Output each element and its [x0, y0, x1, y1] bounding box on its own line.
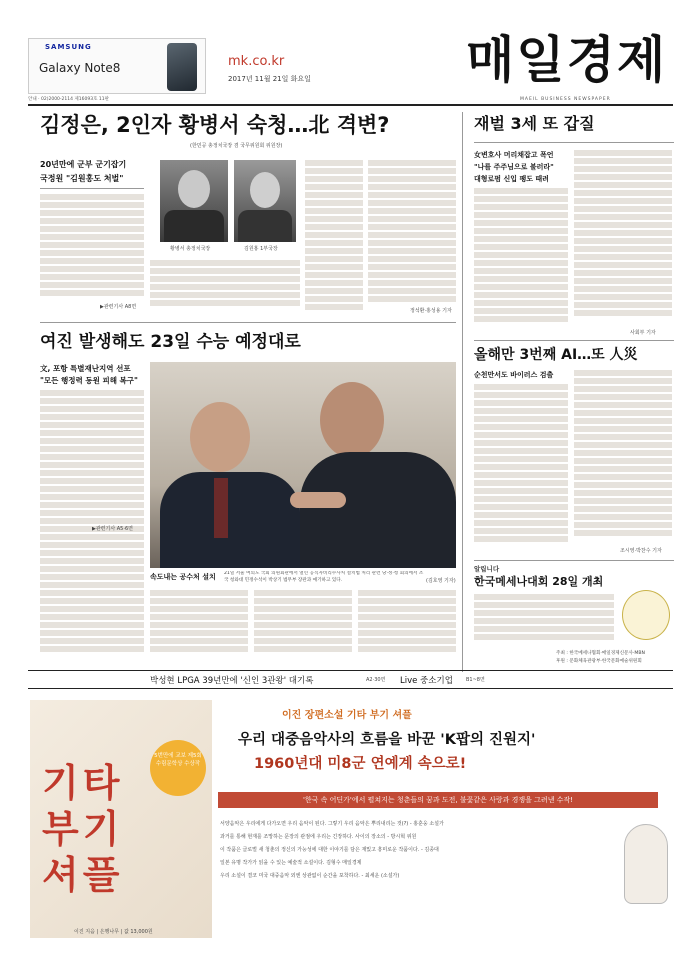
divider	[474, 560, 674, 561]
photo-caption: 21일 서울 여의도 국회 의원회관에서 열린 공직자비리수사처 설치법 처리 관련 당·정·청 회의에서 조국 청와대 민정수석이 박상기 법무부 장관과 얘기하고 있다.	[224, 571, 424, 583]
lead-reporter: 정석환·홍성용 기자	[410, 308, 452, 314]
lead-body-col1	[40, 194, 144, 302]
ad-bullets	[220, 818, 620, 883]
side1-reporter: 사회부 기자	[630, 330, 656, 336]
side1-sub2: 대형로펌 신입 팽도 때려	[474, 175, 549, 183]
lead-body-col2	[150, 260, 300, 316]
lead-credit: (한민공 총정치국장 겸 국무위원회 위원장)	[190, 143, 283, 149]
footer-rule	[28, 670, 673, 671]
lead2-headline[interactable]: 여진 발생해도 23일 수능 예정대로	[40, 332, 301, 352]
lead-body-col4	[368, 160, 456, 308]
footer-page1: A2·30면	[366, 677, 386, 683]
portrait-hwang	[160, 160, 228, 242]
site-url[interactable]: mk.co.kr	[228, 54, 285, 69]
book-author-line: 이진 지음 | 은행나무 | 값 13,000원	[74, 929, 153, 935]
masthead-rule	[28, 104, 673, 106]
lead2-body-col4	[358, 590, 456, 660]
side2-headline[interactable]: 올해만 3번째 AI…또 人災	[474, 347, 638, 363]
lead-body-col3	[305, 160, 363, 316]
notice-sponsor: 후원 : 문화체육관광부·한국문화예술위원회	[556, 659, 642, 664]
book-ad[interactable]	[28, 694, 673, 944]
column-rule-right	[462, 112, 463, 672]
ad-bullet: 서양음악은 우리에게 다가오면 우리 음악이 된다. 그렇기 우리 음악은 뿌리내리는 것(?) - 홍훈웅 소설가	[220, 821, 444, 827]
notice-body	[474, 594, 614, 648]
side2-body-col2	[574, 370, 672, 544]
photo-caption-hwang: 황병서 총정치국장	[170, 246, 211, 252]
samsung-logo: SAMSUNG	[45, 43, 92, 51]
ad-bullet: 우리 소설이 결코 미국 대중음악 외엔 상관없이 순간을 포착하다. - 최세운 (소설가)	[220, 873, 400, 879]
photo-caption-kim: 김원홍 1부국장	[244, 246, 278, 252]
masthead-title: 매일경제	[466, 31, 668, 89]
book-cover	[30, 700, 212, 938]
footer-item1[interactable]: 박성현 LPGA 39년만에 '신인 3관왕' 대기록	[150, 676, 314, 686]
top-ad[interactable]	[28, 38, 206, 94]
divider	[474, 340, 674, 341]
ad-quote: '한국 속 어딘가'에서 펼쳐지는 청춘들의 꿈과 도전, 불꽃같은 사랑과 경쟁을 그려낸 수작!	[218, 792, 658, 808]
side2-reporter: 조시영·박찬수 기자	[620, 548, 662, 554]
ad-bullet: 일본 유명 작가가 읽을 수 있는 예술적 소설이다. 김형수 매일경제	[220, 860, 362, 866]
notice-label: 알립니다	[474, 565, 500, 573]
photo-credit: (김호영 기자)	[426, 578, 456, 584]
lead2-subhead: "모든 행정력 동원 피해 복구"	[40, 376, 138, 385]
side1-body-col1	[474, 188, 568, 328]
lead2-body-col1	[40, 390, 144, 660]
lead-subhead: 국정원 "김원홍도 처벌"	[40, 174, 124, 183]
lead2-kicker: 文, 포항 특별재난지역 선포	[40, 364, 131, 373]
side2-kicker: 순천만서도 바이러스 검출	[474, 371, 554, 379]
lead-kicker: 20년만에 군부 군기잡기	[40, 160, 127, 169]
guitar-illustration	[624, 824, 668, 904]
lead2-body-col2	[150, 590, 248, 660]
issue-info: 안내 · 02)2000-2114 제16093호 11판	[28, 97, 109, 102]
ad-tag: 이진 장편소설 기타 부기 셔플	[282, 710, 412, 721]
side1-sub1: "나를 주주님으로 불러라"	[474, 163, 554, 171]
photo-title: 속도내는 공수처 설치	[150, 573, 216, 581]
footer-rule-bottom	[28, 688, 673, 689]
ad-bullet: 이 작품은 글로벌 새 청춘의 정신의 가능성에 대한 이야기를 담은 재밌고 흥미로운 작품이다. - 김종대	[220, 847, 439, 853]
book-title: 기타 부기 셔플	[42, 761, 124, 897]
ad-line2: 1960년대 미8군 연예계 속으로!	[254, 756, 467, 772]
divider	[474, 142, 674, 143]
side1-body-col2	[574, 150, 672, 328]
lead-headline[interactable]: 김정은, 2인자 황병서 숙청…北 격변?	[40, 113, 390, 137]
mecenat-logo	[622, 590, 670, 640]
footer-item2[interactable]: Live 중소기업	[400, 676, 453, 686]
divider	[40, 322, 456, 323]
footer-page2: B1~8면	[466, 677, 485, 683]
lead-ref[interactable]: ▶관련기사 A8면	[100, 304, 137, 310]
divider	[40, 188, 144, 189]
main-photo	[150, 362, 456, 568]
ad-bullet: 과거를 통해 현재를 조망하는 문장의 관점에 우리는 긴장하다. 사이의 장소의 - 방시혁 위원	[220, 834, 417, 840]
side2-body-col1	[474, 384, 568, 544]
portrait-kim	[234, 160, 296, 242]
issue-date: 2017년 11월 21일 화요일	[228, 75, 311, 83]
ad-product: Galaxy Note8	[39, 61, 121, 75]
masthead-english: MAEIL BUSINESS NEWSPAPER	[520, 97, 611, 102]
phone-image	[167, 43, 197, 91]
ad-line1: 우리 대중음악사의 흐름을 바꾼 'K팝의 진원지'	[238, 732, 536, 748]
side1-kicker: 女변호사 머리채잡고 폭언	[474, 151, 554, 159]
notice-headline[interactable]: 한국메세나대회 28일 개최	[474, 575, 604, 588]
side1-headline[interactable]: 재벌 3세 또 갑질	[474, 114, 595, 133]
lead2-body-col3	[254, 590, 352, 660]
book-badge: 5번만에 교보 제5회 수림문학상 수상작	[150, 740, 206, 796]
notice-host: 주최 : 한국메세나협회·매일경제신문사·MBN	[556, 651, 645, 656]
lead2-ref[interactable]: ▶관련기사 A5·6면	[92, 526, 133, 532]
